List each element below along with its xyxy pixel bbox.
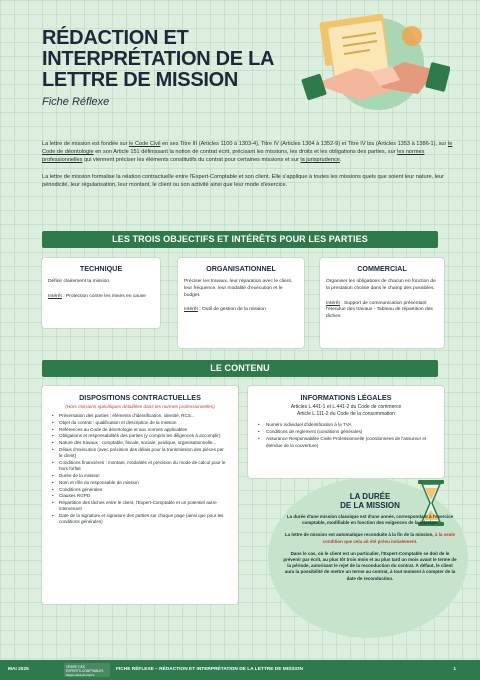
page-title: RÉDACTION ET INTERPRÉTATION DE LA LETTRE DE MISSION [42,27,274,91]
objectives-banner: LES TROIS OBJECTIFS ET INTÉRÊTS POUR LES PARTIES [42,231,438,248]
list-item: • Conditions financières : montant, modalités et précision du mode de calcul pour le hors forfait [52,460,228,472]
list-item: • Obligations et responsabilités des parties (y compris les diligences à accomplir) [52,433,228,439]
list-item: • Conditions de règlement (conditions générales) [258,429,434,435]
footer-date: MAI 2025 [8,667,29,672]
legal-references: Articles L.441-1 et L.441-2 du Code de commerce Article L.111-2 du Code de la consommation [290,404,402,417]
duree-title: LA DURÉE DE LA MISSION [340,492,400,510]
objective-text: Organiser les obligations de chacun en fonction de la prestation choisie dans le champ des possibles. [326,279,436,291]
objective-title: COMMERCIAL [357,264,407,273]
section-title: DISPOSITIONS CONTRACTUELLES [79,393,201,402]
svg-text:EXPERTS-COMPTABLES: EXPERTS-COMPTABLES [66,669,104,673]
handshake-contract-illustration [300,10,450,115]
objective-text: Définir clairement la mission. [48,279,111,284]
list-item: • Nom et rôle du responsable de mission [52,480,228,486]
objective-interest: Intérêt : Support de communication présentant l'étendue des travaux - Tableau de répartition des tâches [326,300,433,320]
ordre-experts-comptables-logo [64,663,110,677]
svg-text:ORDRE DES: ORDRE DES [66,665,85,669]
list-item: • Numéro individuel d'identification à la TVA [258,422,434,428]
page-number: 1 [453,667,456,672]
objective-title: TECHNIQUE [79,264,123,273]
section-title: INFORMATIONS LÉGALES [300,393,392,402]
section-subtitle: (Hors missions spécifiques détaillées dans les normes professionnelles) [65,404,215,409]
objective-card-commercial [320,258,444,348]
intro-paragraph-scope: La lettre de mission formalise la relation contractuelle entre l'Expert-Comptable et son client. Elle s'applique à toutes les missions quels que soient leur nature, leur périodicité, leur régularisation, leur montant, le client ou son activité ainsi que leur mode d'exercice. [42,174,444,188]
page-subtitle: Fiche Réflexe [42,96,110,108]
intro-paragraph-legal-basis: La lettre de mission est fondée sur le Code Civil en ses Titre III (Articles 1100 à 1303-4), Titre IV (Articles 1304 à 1352-9) et Titre IV bis (Articles 1353 à 1386-1), sur le Code de déontologie en son Article 151 définissant la notion de contrat écrit, précisant les missions, les droits et les obligations des parties, sur les normes professionnelles qui viennent préciser les éléments constitutifs du contrat pour certaines missions et sur la jurisprudence. [42,141,453,163]
list-item: • Date de la signature et signature des parties sur chaque page (ainsi que pour les conditions générales) [52,513,228,525]
objective-interest: Intérêt : Protection contre les mises en cause [48,293,146,299]
objective-interest: Intérêt : Outil de gestion de la mission [184,307,266,313]
dispositions-contractuelles-card [42,386,238,604]
contenu-banner: LE CONTENU [42,360,438,377]
footer [0,660,480,680]
header [0,0,480,140]
list-item: • Conditions générales [52,487,228,493]
objective-card-technique [42,258,160,328]
dispositions-list [52,413,228,526]
footer-title: FICHE RÉFLEXE – RÉDACTION ET INTERPRÉTATION DE LA LETTRE DE MISSION [116,667,303,672]
duree-section [282,492,458,588]
list-item: • Assurance Responsabilité Civile Professionnelle (coordonnées de l'assureur et étendue de la couverture) [258,436,434,448]
legal-list [258,422,434,449]
list-item: • Répartition des tâches entre le client, l'Expert-Comptable et un potentiel autre intervenant [52,500,228,512]
list-item: • Clauses RGPD [52,493,228,499]
list-item: • Références au Code de déontologie et aux normes applicables [52,427,228,433]
duree-paragraph-1: La durée d'une mission classique est d'une année, correspondant à l'exercice comptable, modifiable en fonction des exigences de la mission. [286,514,454,526]
objective-card-organisationnel [178,258,304,348]
duree-paragraph-2: La lettre de mission est automatique reconduite à la fin de la mission, à la seule condition que cela ait été prévu initialement. [284,532,456,544]
list-item: • Nature des travaux : comptable, fiscale, sociale, juridique, organisationnelle... [52,440,228,446]
introduction [42,140,454,198]
list-item: • Présentation des parties : éléments d'identification, identité, RCS... [52,413,228,419]
objective-text: Préciser les travaux, leur réparation avec le client, leur fréquence, leur modalité d'exécution et le budget. [184,279,293,298]
svg-text:Région Hauts-de-France: Région Hauts-de-France [66,674,95,677]
informations-legales-card [248,386,444,478]
list-item: • Délais d'exécution (avec précision des délais pour la transmission des pièces par le client) [52,447,228,459]
list-item: • Objet du contrat : qualification et description de la mission [52,420,228,426]
duree-paragraph-3: Dans le cas, où le client est un particulier, l'Expert-Comptable se doit de le prévenir par écrit, au plus tôt trois mois et au plus tard un mois avant le terme de la période, autorisant le rejet de la reconduction du contrat. À défaut, le client aura la possibilité de mettre un terme au contrat, à tout moment à compter de la date de reconduction. [283,550,457,581]
list-item: • Durée de la mission [52,473,228,479]
objective-title: ORGANISATIONNEL [206,264,276,273]
